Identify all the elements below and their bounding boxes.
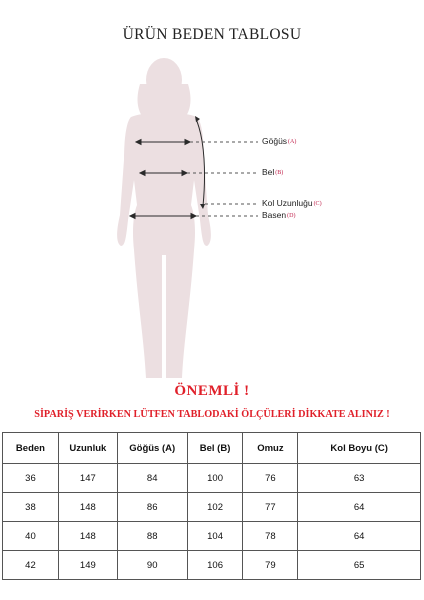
- header-kol-boyu: Kol Boyu (C): [298, 433, 421, 464]
- table-cell: 147: [58, 464, 117, 493]
- table-cell: 64: [298, 522, 421, 551]
- table-cell: 64: [298, 493, 421, 522]
- table-cell: 148: [58, 522, 117, 551]
- table-row: [3, 522, 421, 551]
- header-bel: Bel (B): [187, 433, 243, 464]
- header-beden: Beden: [3, 433, 59, 464]
- table-row: [3, 493, 421, 522]
- measurement-label-bust: Göğüs(A): [262, 136, 297, 146]
- table-row: [3, 464, 421, 493]
- table-cell: 36: [3, 464, 59, 493]
- table-cell: 106: [187, 551, 243, 580]
- table-cell: 78: [243, 522, 298, 551]
- measurement-label-waist: Bel(B): [262, 167, 284, 177]
- table-cell: 40: [3, 522, 59, 551]
- table-cell: 86: [117, 493, 187, 522]
- table-row: [3, 551, 421, 580]
- order-notice: SİPARİŞ VERİRKEN LÜTFEN TABLODAKİ ÖLÇÜLERİ DİKKATE ALINIZ !: [34, 409, 390, 420]
- table-cell: 76: [243, 464, 298, 493]
- table-cell: 63: [298, 464, 421, 493]
- table-header-row: [3, 433, 421, 464]
- header-omuz: Omuz: [243, 433, 298, 464]
- body-silhouette: [117, 58, 211, 378]
- table-cell: 38: [3, 493, 59, 522]
- table-cell: 148: [58, 493, 117, 522]
- table-cell: 77: [243, 493, 298, 522]
- table-cell: 88: [117, 522, 187, 551]
- measurement-label-arm: Kol Uzunluğu(C): [262, 198, 322, 208]
- page-title: ÜRÜN BEDEN TABLOSU: [122, 26, 302, 43]
- table-cell: 102: [187, 493, 243, 522]
- measurement-label-hip: Basen(D): [262, 210, 296, 220]
- table-cell: 90: [117, 551, 187, 580]
- table-cell: 100: [187, 464, 243, 493]
- size-table: [2, 432, 421, 580]
- table-cell: 65: [298, 551, 421, 580]
- important-heading: ÖNEMLİ !: [174, 383, 250, 399]
- table-cell: 84: [117, 464, 187, 493]
- header-uzunluk: Uzunluk: [58, 433, 117, 464]
- table-cell: 79: [243, 551, 298, 580]
- table-cell: 42: [3, 551, 59, 580]
- header-gogus: Göğüs (A): [117, 433, 187, 464]
- table-cell: 149: [58, 551, 117, 580]
- table-cell: 104: [187, 522, 243, 551]
